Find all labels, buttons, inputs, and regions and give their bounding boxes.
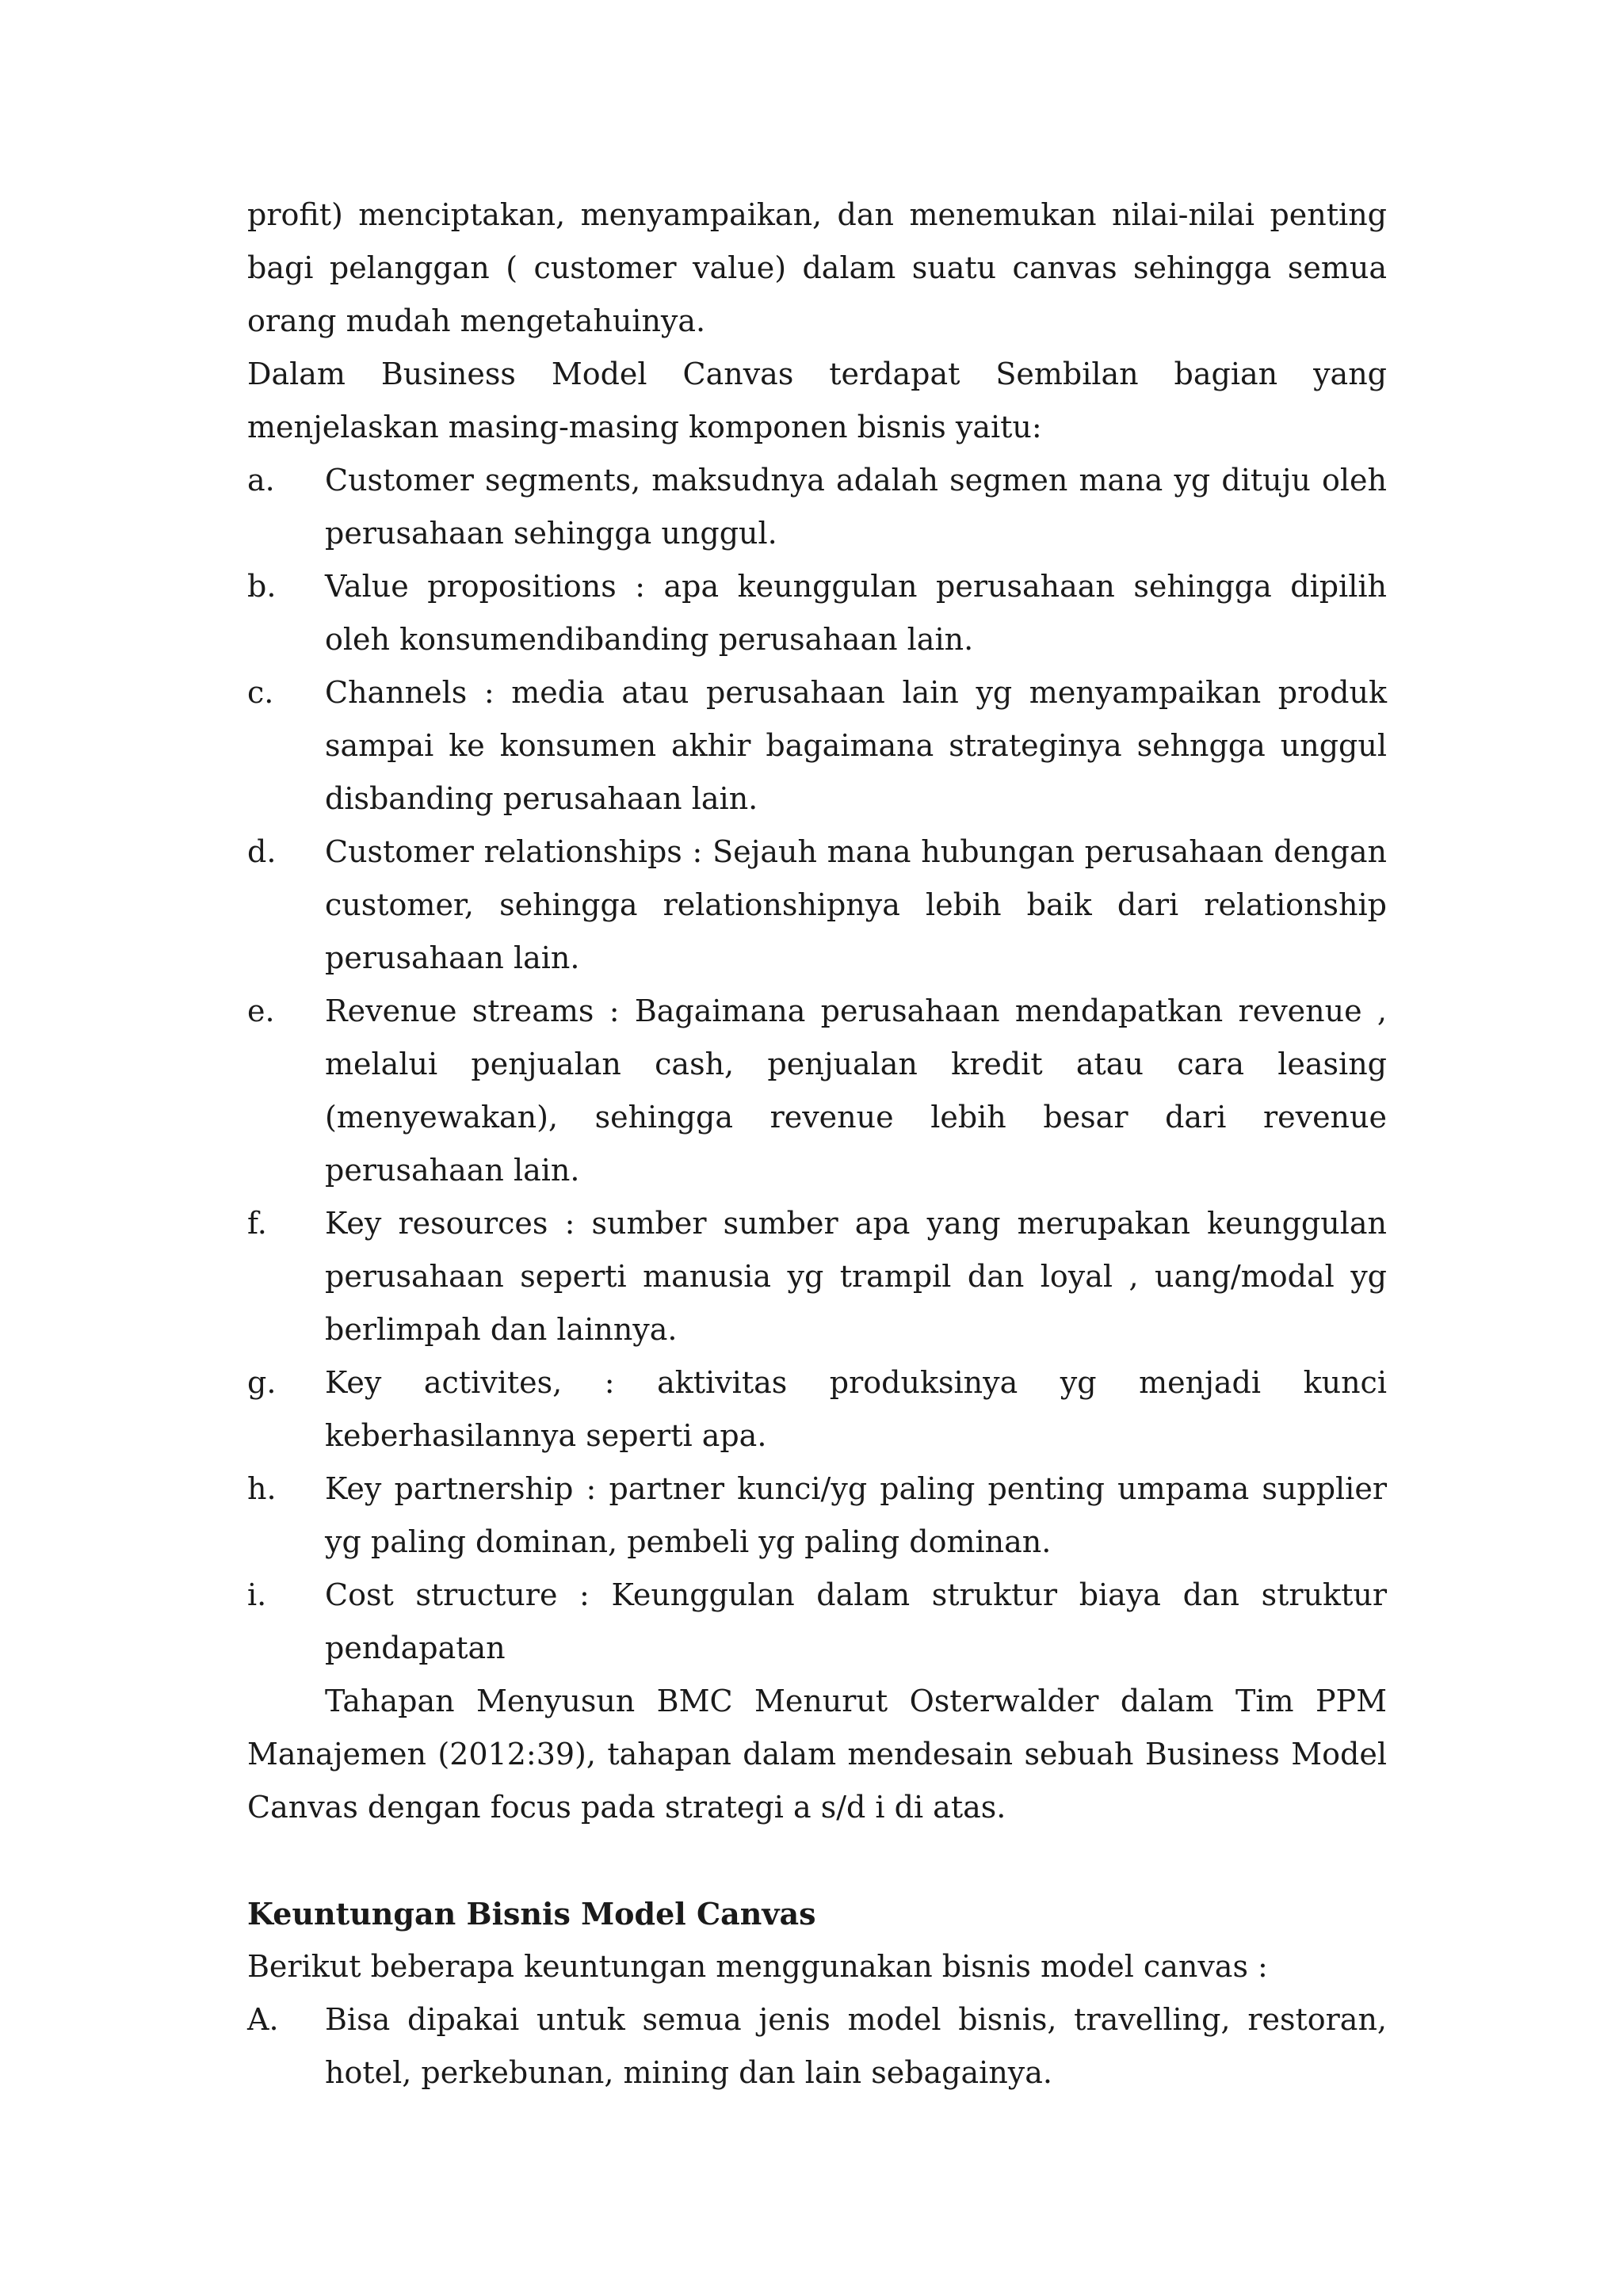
list-item-text: Key resources : sumber sumber apa yang merupakan keunggulan perusahaan seperti manusia yg trampil dan loyal , uang/modal yg berlimpah dan lainnya. [325,1206,1387,1347]
list-item-text: Key partnership : partner kunci/yg paling penting umpama supplier yg paling dominan, pembeli yg paling dominan. [325,1471,1387,1559]
list-item-text: Customer relationships : Sejauh mana hubungan perusahaan dengan customer, sehingga relationshipnya lebih baik dari relationship perusahaan lain. [325,834,1387,975]
list-item [247,1197,1387,1356]
intro-paragraph: profit) menciptakan, menyampaikan, dan menemukan nilai-nilai penting bagi pelanggan ( customer value) dalam suatu canvas sehingga semua orang mudah mengetahuinya. [247,197,1387,338]
bmc-paragraph: Dalam Business Model Canvas terdapat Sembilan bagian yang menjelaskan masing-masing komponen bisnis yaitu: [247,357,1387,444]
list-item-text: Channels : media atau perusahaan lain yg menyampaikan produk sampai ke konsumen akhir bagaimana strateginya sehngga unggul disbanding perusahaan lain. [325,675,1387,816]
list-item [247,826,1387,985]
list-item-text: Bisa dipakai untuk semua jenis model bisnis, travelling, restoran, hotel, perkebunan, mining dan lain sebagainya. [325,2002,1387,2090]
list-marker: a. [247,463,275,498]
list-item [247,560,1387,666]
list-item-text: Revenue streams : Bagaimana perusahaan mendapatkan revenue , melalui penjualan cash, penjualan kredit atau cara leasing (menyewakan), sehingga revenue lebih besar dari revenue perusahaan lain. [325,994,1387,1188]
list-item [247,1993,1387,2100]
list-marker: h. [247,1471,277,1506]
list-marker: d. [247,834,277,869]
advantages-list [247,1993,1387,2100]
list-item-text: Key activites, : aktivitas produksinya yg menjadi kunci keberhasilannya seperti apa. [325,1365,1387,1453]
component-list [247,454,1387,1675]
list-item-text: Value propositions : apa keunggulan perusahaan sehingga dipilih oleh konsumendibanding perusahaan lain. [325,569,1387,657]
list-item-text: Customer segments, maksudnya adalah segmen mana yg dituju oleh perusahaan sehingga unggul. [325,463,1387,551]
list-marker: c. [247,675,274,710]
list-item [247,985,1387,1197]
list-item [247,1463,1387,1569]
list-item [247,666,1387,826]
list-marker: e. [247,994,275,1028]
list-item-text: Cost structure : Keunggulan dalam struktur biaya dan struktur pendapatan [325,1577,1387,1665]
list-item [247,1356,1387,1463]
list-marker: b. [247,569,277,604]
document-page [247,189,1387,2100]
list-marker: g. [247,1365,277,1400]
advantages-intro: Berikut beberapa keuntungan menggunakan bisnis model canvas : [247,1949,1268,1984]
list-item [247,454,1387,560]
list-item [247,1569,1387,1675]
list-marker: A. [247,2002,279,2037]
steps-paragraph: Tahapan Menyusun BMC Menurut Osterwalder dalam Tim PPM Manajemen (2012:39), tahapan dalam mendesain sebuah Business Model Canvas dengan focus pada strategi a s/d i di atas. [247,1684,1387,1825]
list-marker: f. [247,1206,267,1241]
section-heading: Keuntungan Bisnis Model Canvas [247,1896,816,1932]
list-marker: i. [247,1577,267,1612]
